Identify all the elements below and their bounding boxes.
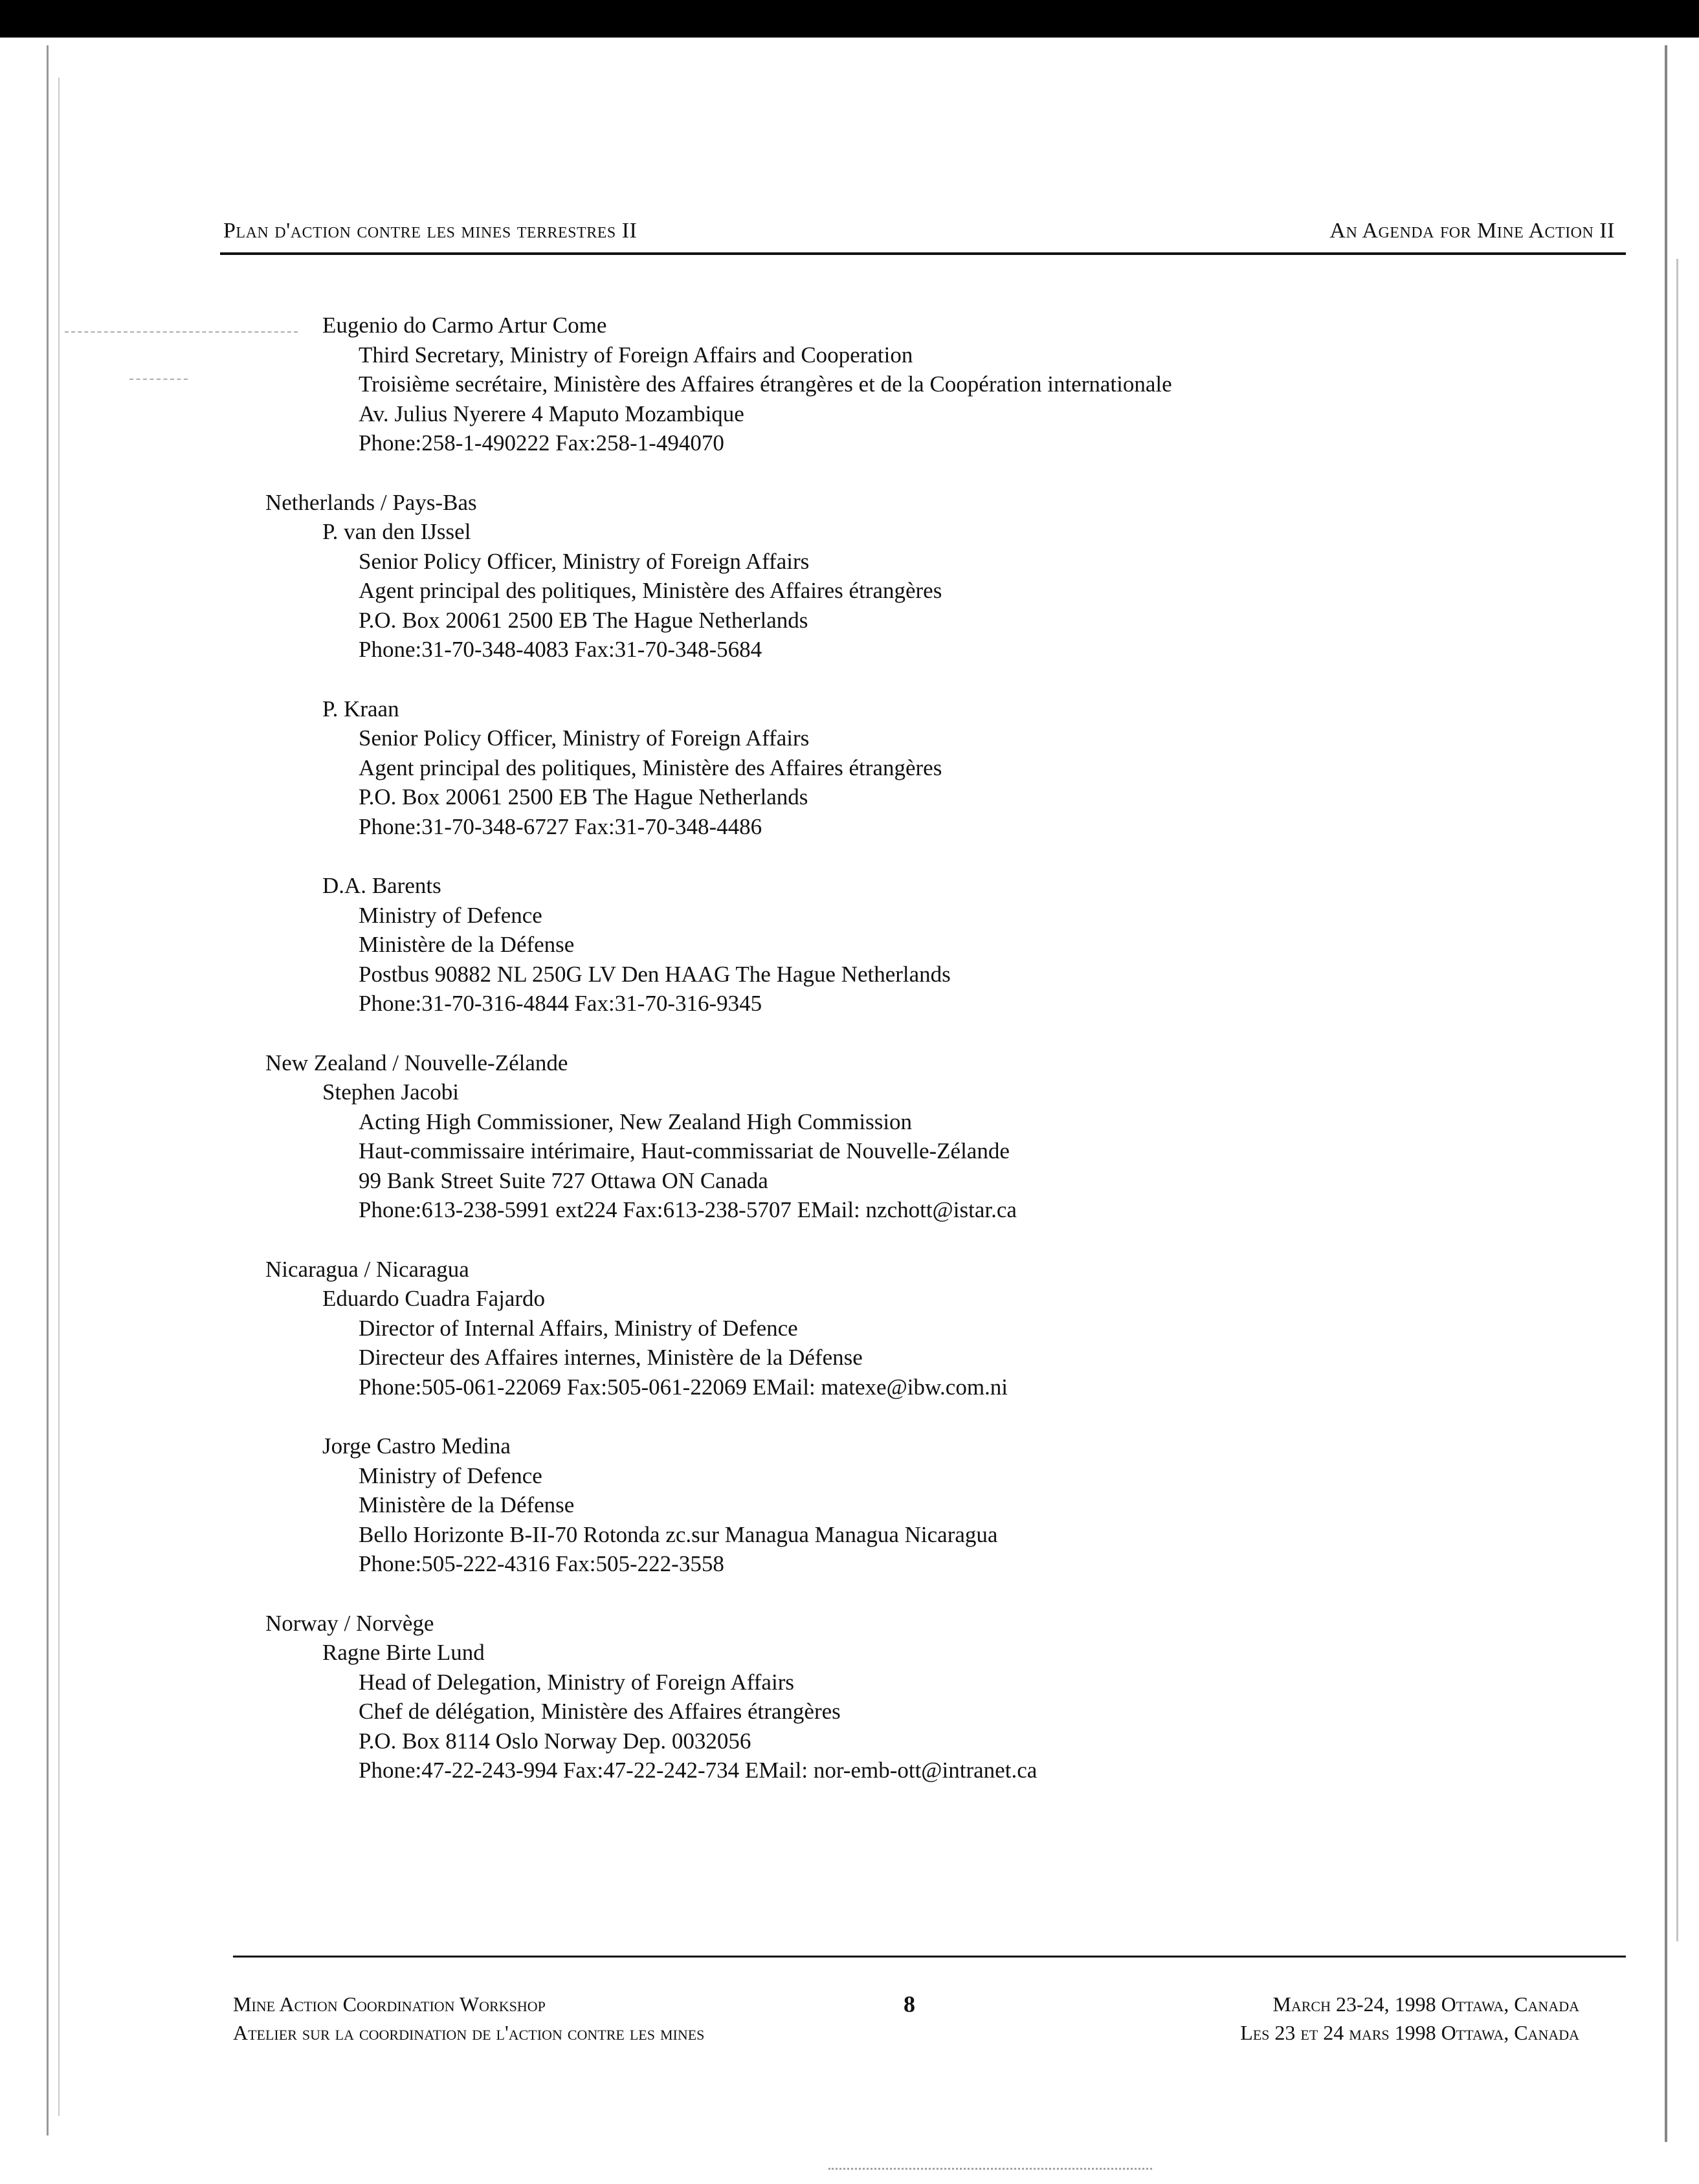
footer-rule bbox=[233, 1956, 1626, 1958]
delegate-detail: Phone:613-238-5991 ext224 Fax:613-238-5707 EMail: nzchott@istar.ca bbox=[359, 1197, 1017, 1222]
delegate-entry bbox=[265, 1077, 1625, 1225]
delegate-detail: Third Secretary, Ministry of Foreign Affairs and Cooperation bbox=[359, 342, 913, 368]
footer-date-en: March 23-24, 1998 Ottawa, Canada bbox=[1272, 1992, 1579, 2016]
delegate-detail: Senior Policy Officer, Ministry of Foreign Affairs bbox=[359, 725, 810, 751]
delegate-detail: 99 Bank Street Suite 727 Ottawa ON Canada bbox=[359, 1167, 768, 1193]
delegate-detail: Phone:258-1-490222 Fax:258-1-494070 bbox=[359, 430, 724, 456]
delegate-detail: Postbus 90882 NL 250G LV Den HAAG The Hague Netherlands bbox=[359, 961, 951, 987]
delegate-detail: P.O. Box 20061 2500 EB The Hague Netherlands bbox=[359, 607, 808, 633]
delegate-entry bbox=[265, 1638, 1625, 1785]
footer-date-fr: Les 23 et 24 mars 1998 Ottawa, Canada bbox=[1240, 2021, 1579, 2044]
running-header bbox=[223, 219, 1615, 258]
header-right-title: An Agenda for Mine Action II bbox=[1329, 219, 1615, 243]
delegate-detail: Head of Delegation, Ministry of Foreign Affairs bbox=[359, 1669, 794, 1695]
delegate-detail: Phone:31-70-348-4083 Fax:31-70-348-5684 bbox=[359, 637, 762, 662]
delegate-detail: Phone:505-061-22069 Fax:505-061-22069 EMail: matexe@ibw.com.ni bbox=[359, 1374, 1008, 1400]
scan-bottom-marks bbox=[828, 2168, 1152, 2172]
delegate-entry bbox=[265, 1431, 1625, 1579]
delegate-entry bbox=[265, 1284, 1625, 1402]
delegate-detail: Senior Policy Officer, Ministry of Foreign Affairs bbox=[359, 548, 810, 574]
country-heading: Norway / Norvège bbox=[265, 1610, 434, 1636]
delegate-name: Stephen Jacobi bbox=[322, 1079, 459, 1105]
delegate-name: P. Kraan bbox=[322, 696, 399, 722]
delegate-name: Eduardo Cuadra Fajardo bbox=[322, 1286, 546, 1311]
delegate-detail: Phone:505-222-4316 Fax:505-222-3558 bbox=[359, 1551, 724, 1576]
delegate-entry bbox=[265, 694, 1625, 842]
header-rule bbox=[220, 252, 1626, 255]
delegate-detail: Phone:31-70-348-6727 Fax:31-70-348-4486 bbox=[359, 813, 762, 839]
delegate-detail: Chef de délégation, Ministère des Affaires étrangères bbox=[359, 1699, 841, 1724]
footer-event-title-fr: Atelier sur la coordination de l'action contre les mines bbox=[233, 2021, 705, 2044]
delegate-detail: Av. Julius Nyerere 4 Maputo Mozambique bbox=[359, 401, 744, 426]
scan-smudge bbox=[65, 331, 298, 333]
delegate-name: Ragne Birte Lund bbox=[322, 1640, 485, 1665]
footer-event-title-en: Mine Action Coordination Workshop bbox=[233, 1992, 546, 2016]
delegate-detail: Agent principal des politiques, Ministère des Affaires étrangères bbox=[359, 578, 942, 603]
delegate-detail: Acting High Commissioner, New Zealand High Commission bbox=[359, 1109, 913, 1134]
delegate-detail: Ministère de la Défense bbox=[359, 1492, 575, 1517]
delegate-name: Eugenio do Carmo Artur Come bbox=[322, 313, 607, 338]
scan-right-edge-faint bbox=[1676, 259, 1678, 1941]
delegate-name: Jorge Castro Medina bbox=[322, 1433, 511, 1459]
scan-right-edge bbox=[1665, 45, 1667, 2142]
delegate-name: P. van den IJssel bbox=[322, 519, 471, 544]
delegate-entry bbox=[265, 311, 1625, 458]
delegate-detail: P.O. Box 8114 Oslo Norway Dep. 0032056 bbox=[359, 1728, 751, 1754]
scan-top-border bbox=[0, 0, 1699, 38]
delegate-detail: Ministry of Defence bbox=[359, 1462, 542, 1488]
country-heading: Netherlands / Pays-Bas bbox=[265, 489, 477, 515]
scan-smudge bbox=[129, 379, 188, 380]
delegate-entry bbox=[265, 517, 1625, 665]
delegate-detail: Haut-commissaire intérimaire, Haut-commissariat de Nouvelle-Zélande bbox=[359, 1138, 1010, 1164]
delegate-detail: Director of Internal Affairs, Ministry of Defence bbox=[359, 1315, 798, 1341]
page-number: 8 bbox=[904, 1991, 915, 2017]
footer-left bbox=[233, 1990, 704, 2047]
country-heading: Nicaragua / Nicaragua bbox=[265, 1256, 469, 1282]
footer-right bbox=[1240, 1990, 1579, 2047]
delegate-entry bbox=[265, 871, 1625, 1019]
delegate-list bbox=[265, 311, 1625, 1815]
delegate-detail: Troisième secrétaire, Ministère des Affaires étrangères et de la Coopération internationale bbox=[359, 371, 1172, 397]
delegate-detail: Phone:31-70-316-4844 Fax:31-70-316-9345 bbox=[359, 991, 762, 1016]
delegate-detail: Directeur des Affaires internes, Ministère de la Défense bbox=[359, 1345, 863, 1370]
scan-left-edge-faint bbox=[58, 78, 60, 2116]
delegate-detail: P.O. Box 20061 2500 EB The Hague Netherlands bbox=[359, 784, 808, 810]
country-heading: New Zealand / Nouvelle-Zélande bbox=[265, 1050, 568, 1075]
delegate-detail: Agent principal des politiques, Ministère des Affaires étrangères bbox=[359, 755, 942, 780]
delegate-detail: Ministère de la Défense bbox=[359, 932, 575, 957]
delegate-detail: Bello Horizonte B-II-70 Rotonda zc.sur Managua Managua Nicaragua bbox=[359, 1521, 998, 1547]
delegate-detail: Phone:47-22-243-994 Fax:47-22-242-734 EMail: nor-emb-ott@intranet.ca bbox=[359, 1758, 1038, 1783]
scan-left-edge bbox=[47, 45, 49, 2135]
delegate-detail: Ministry of Defence bbox=[359, 902, 542, 928]
delegate-name: D.A. Barents bbox=[322, 873, 441, 898]
running-footer bbox=[233, 1990, 1579, 2048]
header-left-title: Plan d'action contre les mines terrestres II bbox=[223, 219, 638, 243]
